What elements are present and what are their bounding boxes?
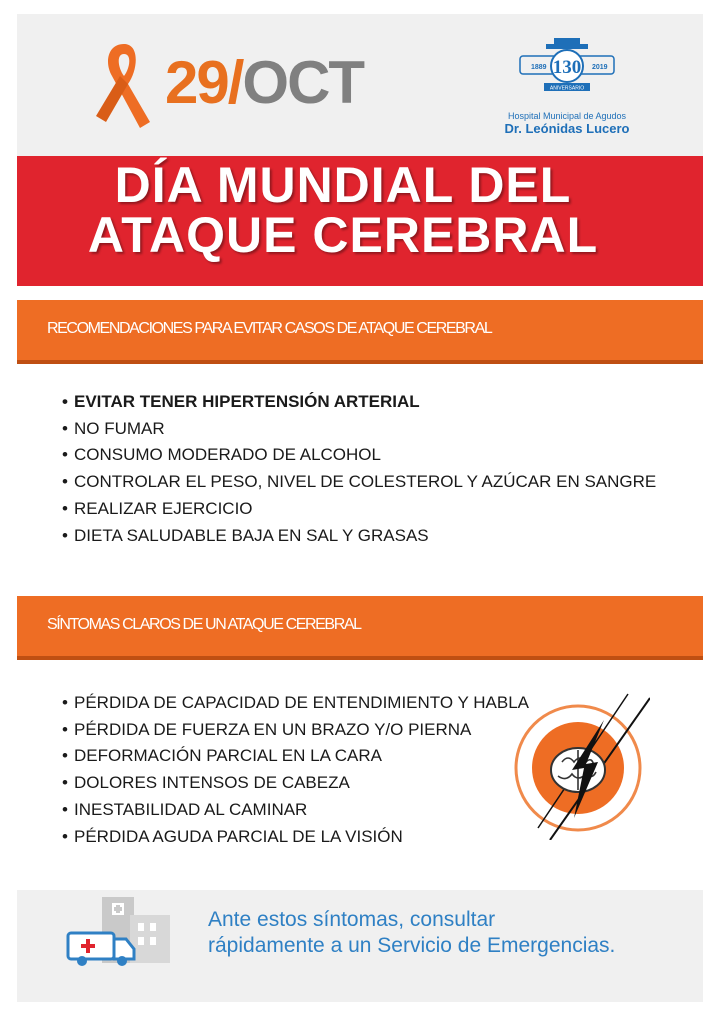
hospital-ambulance-icon — [66, 893, 178, 969]
list-item: • REALIZAR EJERCICIO — [62, 498, 253, 518]
list-item: • PÉRDIDA DE FUERZA EN UN BRAZO Y/O PIERNA — [62, 719, 472, 739]
list-item: • EVITAR TENER HIPERTENSIÓN ARTERIAL — [62, 392, 420, 411]
svg-text:ANIVERSARIO: ANIVERSARIO — [549, 85, 585, 92]
list-item: • DEFORMACIÓN PARCIAL EN LA CARA — [62, 746, 382, 766]
symptoms-heading: SÍNTOMAS CLAROS DE UN ATAQUE CEREBRAL — [47, 616, 361, 633]
date-month: OCT — [242, 49, 364, 116]
event-date — [165, 48, 363, 118]
symptoms-list — [62, 690, 529, 850]
title-line-2: ATAQUE CEREBRAL — [87, 207, 599, 263]
symptoms-heading-bar — [17, 596, 703, 660]
list-item: • CONSUMO MODERADO DE ALCOHOL — [62, 445, 381, 465]
svg-text:1889: 1889 — [531, 64, 547, 71]
recommendations-heading-bar — [17, 300, 703, 364]
list-item: • NO FUMAR — [62, 418, 165, 438]
list-item: • PÉRDIDA DE CAPACIDAD DE ENTENDIMIENTO Y HABLA — [62, 693, 530, 712]
recommendations-list — [62, 389, 656, 549]
list-item: • INESTABILIDAD AL CAMINAR — [62, 799, 308, 819]
svg-text:130: 130 — [552, 57, 582, 78]
svg-text:2019: 2019 — [592, 64, 608, 71]
brain-lightning-icon — [500, 690, 650, 840]
list-item: • DOLORES INTENSOS DE CABEZA — [62, 773, 350, 793]
date-day: 29/ — [165, 49, 243, 116]
cta-line-1: Ante estos síntomas, consultar — [208, 908, 496, 931]
hospital-name: Hospital Municipal de Agudos — [507, 111, 627, 121]
title-line-1: DÍA MUNDIAL DEL — [114, 157, 572, 213]
list-item: • PÉRDIDA AGUDA PARCIAL DE LA VISIÓN — [62, 826, 403, 846]
recommendations-heading: RECOMENDACIONES PARA EVITAR CASOS DE ATAQUE CEREBRAL — [47, 320, 492, 337]
emergency-call-to-action — [208, 907, 615, 959]
awareness-ribbon-icon — [94, 40, 154, 132]
hospital-anniversary-logo — [514, 36, 620, 96]
list-item: • CONTROLAR EL PESO, NIVEL DE COLESTEROL Y AZÚCAR EN SANGRE — [62, 472, 657, 492]
list-item: • DIETA SALUDABLE BAJA EN SAL Y GRASAS — [62, 525, 429, 545]
cta-line-2: rápidamente a un Servicio de Emergencias. — [208, 934, 616, 957]
hospital-doctor-name: Dr. Leónidas Lucero — [504, 121, 630, 136]
